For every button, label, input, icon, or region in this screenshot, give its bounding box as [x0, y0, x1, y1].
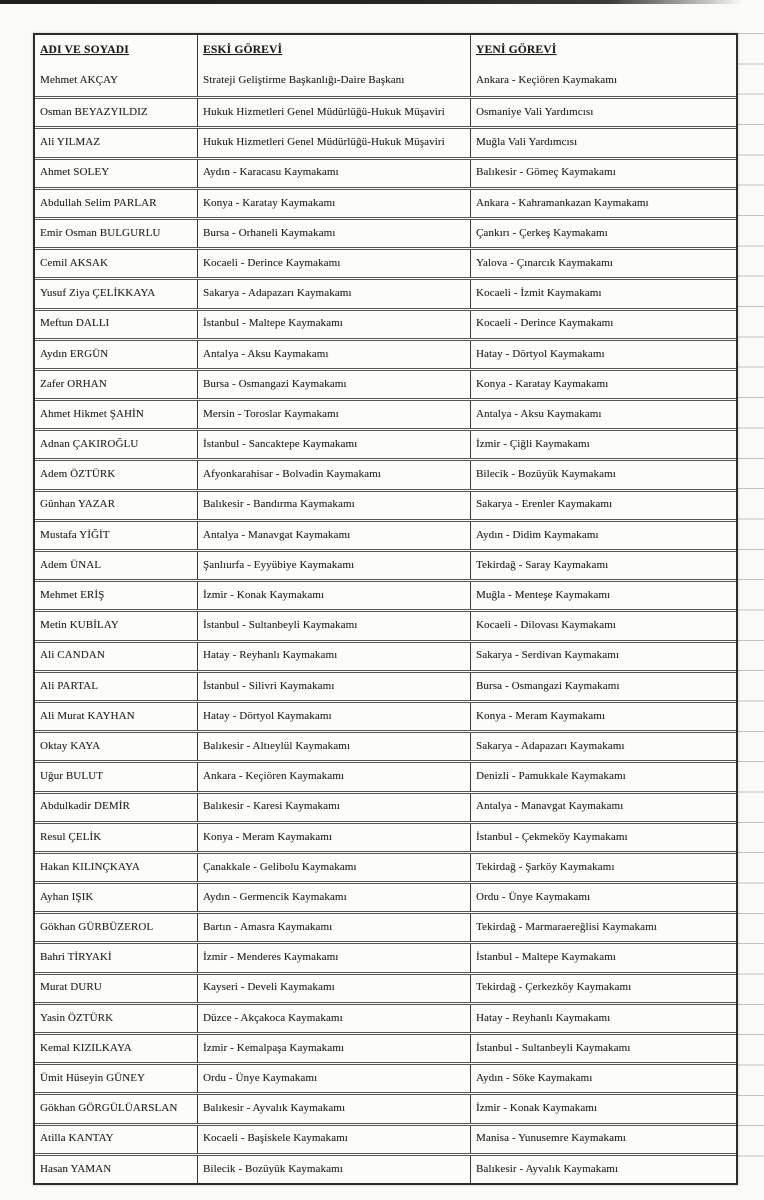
cell-name: Emir Osman BULGURLU [40, 226, 161, 239]
cell-old-position: Hatay - Dörtyol Kaymakamı [197, 703, 470, 730]
table-row [35, 640, 736, 670]
cell-old-position: Afyonkarahisar - Bolvadin Kaymakamı [197, 461, 470, 488]
table-row [35, 217, 736, 247]
cell-name: Uğur BULUT [40, 770, 104, 783]
cell-new-position: Balıkesir - Gömeç Kaymakamı [470, 160, 736, 187]
cell-old-position: İstanbul - Silivri Kaymakamı [197, 673, 470, 700]
cell-old-position: Hukuk Hizmetleri Genel Müdürlüğü-Hukuk Müşaviri [197, 99, 470, 126]
cell-name: Ali PARTAL [40, 679, 99, 692]
cell-old-position: Balıkesir - Karesi Kaymakamı [197, 794, 470, 821]
table-row [35, 851, 736, 881]
cell-name: Zafer ORHAN [40, 377, 107, 390]
table-row [35, 1062, 736, 1092]
cell-old-position: Kocaeli - Derince Kaymakamı [197, 250, 470, 277]
cell-new-position: Tekirdağ - Marmaraereğlisi Kaymakamı [470, 914, 736, 941]
table-row [35, 1092, 736, 1122]
cell-name: Osman BEYAZYILDIZ [40, 106, 148, 118]
table-row [35, 308, 736, 338]
cell-old-position: Ordu - Ünye Kaymakamı [197, 1065, 470, 1092]
cell-name: Gökhan GÜRBÜZEROL [40, 921, 154, 934]
cell-old-position: İstanbul - Sultanbeyli Kaymakamı [197, 612, 470, 639]
cell-new-position: Sakarya - Serdivan Kaymakamı [470, 643, 736, 670]
cell-new-position: Hatay - Reyhanlı Kaymakamı [470, 1005, 736, 1032]
cell-new-position: Ankara - Kahramankazan Kaymakamı [470, 190, 736, 217]
cell-new-position: İstanbul - Maltepe Kaymakamı [470, 944, 736, 971]
cell-name: Ümit Hüseyin GÜNEY [40, 1072, 146, 1084]
cell-name: Hakan KILINÇKAYA [40, 860, 140, 873]
cell-name: Gökhan GÖRGÜLÜARSLAN [40, 1102, 178, 1115]
table-row [35, 277, 736, 307]
cell-new-position: Hatay - Dörtyol Kaymakamı [470, 341, 736, 368]
cell-name: Adnan ÇAKIROĞLU [40, 438, 139, 451]
cell-name: Adem ÜNAL [40, 558, 102, 571]
cell-old-position: Hukuk Hizmetleri Genel Müdürlüğü-Hukuk Müşaviri [197, 129, 470, 156]
table-row [35, 338, 736, 368]
table-row [35, 609, 736, 639]
cell-old-position: İzmir - Menderes Kaymakamı [197, 944, 470, 971]
appointments-table [33, 33, 738, 1185]
cell-new-position: Antalya - Manavgat Kaymakamı [470, 794, 736, 821]
cell-new-position: İzmir - Çiğli Kaymakamı [470, 431, 736, 458]
cell-new-position: Tekirdağ - Şarköy Kaymakamı [470, 854, 736, 881]
table-row [35, 911, 736, 941]
cell-new-position: Balıkesir - Ayvalık Kaymakamı [470, 1156, 736, 1183]
cell-old-position: Aydın - Germencik Kaymakamı [197, 884, 470, 911]
cell-name: Ali YILMAZ [40, 136, 101, 149]
cell-name: Mustafa YİĞİT [40, 528, 110, 541]
cell-old-position: Mersin - Toroslar Kaymakamı [197, 401, 470, 428]
cell-old-position: Balıkesir - Ayvalık Kaymakamı [197, 1095, 470, 1122]
cell-name: Yusuf Ziya ÇELİKKAYA [40, 287, 156, 300]
cell-new-position: Çankırı - Çerkeş Kaymakamı [470, 220, 736, 247]
cell-new-position: Osmaniye Vali Yardımcısı [470, 99, 736, 126]
cell-name: Murat DURU [40, 981, 102, 994]
table-row [35, 760, 736, 790]
cell-new-position: Muğla - Menteşe Kaymakamı [470, 582, 736, 609]
cell-old-position: İstanbul - Sancaktepe Kaymakamı [197, 431, 470, 458]
cell-old-position: Antalya - Aksu Kaymakamı [197, 341, 470, 368]
cell-old-position: Çanakkale - Gelibolu Kaymakamı [197, 854, 470, 881]
cell-name: Kemal KIZILKAYA [40, 1041, 132, 1054]
table-row [35, 941, 736, 971]
cell-old-position: Antalya - Manavgat Kaymakamı [197, 522, 470, 549]
table-row [35, 1123, 736, 1153]
column-header-new-position: YENİ GÖREVİ [470, 35, 736, 66]
cell-old-position: İstanbul - Maltepe Kaymakamı [197, 311, 470, 338]
table-row [35, 1002, 736, 1032]
cell-name: Metin KUBİLAY [40, 619, 119, 632]
scan-top-edge-artifact [0, 0, 742, 4]
cell-old-position: Hatay - Reyhanlı Kaymakamı [197, 643, 470, 670]
cell-name: Hasan YAMAN [40, 1162, 112, 1175]
table-row [35, 489, 736, 519]
cell-old-position: Balıkesir - Bandırma Kaymakamı [197, 492, 470, 519]
cell-old-position: Kayseri - Develi Kaymakamı [197, 975, 470, 1002]
cell-old-position: Bursa - Osmangazi Kaymakamı [197, 371, 470, 398]
cell-old-position: Düzce - Akçakoca Kaymakamı [197, 1005, 470, 1032]
cell-new-position: İzmir - Konak Kaymakamı [470, 1095, 736, 1122]
cell-new-position: Ankara - Keçiören Kaymakamı [470, 66, 736, 96]
cell-name: Ayhan IŞIK [40, 890, 94, 903]
cell-name: Mehmet ERİŞ [40, 589, 105, 601]
cell-name: Ahmet SOLEY [40, 166, 110, 179]
cell-new-position: Aydın - Söke Kaymakamı [470, 1065, 736, 1092]
cell-name: Ahmet Hikmet ŞAHİN [40, 407, 144, 420]
cell-new-position: Bilecik - Bozüyük Kaymakamı [470, 461, 736, 488]
cell-old-position: Aydın - Karacasu Kaymakamı [197, 160, 470, 187]
cell-new-position: Tekirdağ - Çerkezköy Kaymakamı [470, 975, 736, 1002]
cell-old-position: Sakarya - Adapazarı Kaymakamı [197, 280, 470, 307]
cell-old-position: Konya - Karatay Kaymakamı [197, 190, 470, 217]
cell-name: Meftun DALLI [40, 317, 110, 330]
cell-new-position: Bursa - Osmangazi Kaymakamı [470, 673, 736, 700]
cell-new-position: Ordu - Ünye Kaymakamı [470, 884, 736, 911]
cell-new-position: Tekirdağ - Saray Kaymakamı [470, 552, 736, 579]
cell-old-position: Balıkesir - Altıeylül Kaymakamı [197, 733, 470, 760]
cell-new-position: Denizli - Pamukkale Kaymakamı [470, 763, 736, 790]
table-row [35, 1153, 736, 1183]
cell-name: Adem ÖZTÜRK [40, 468, 116, 481]
cell-name: Atilla KANTAY [40, 1132, 114, 1145]
cell-name: Ali CANDAN [40, 649, 105, 662]
cell-old-position: Bilecik - Bozüyük Kaymakamı [197, 1156, 470, 1183]
table-row [35, 458, 736, 488]
table-row [35, 791, 736, 821]
cell-new-position: Yalova - Çınarcık Kaymakamı [470, 250, 736, 277]
table-row [35, 66, 736, 96]
table-row [35, 398, 736, 428]
table-row [35, 157, 736, 187]
cell-new-position: Konya - Karatay Kaymakamı [470, 371, 736, 398]
table-row [35, 670, 736, 700]
cell-new-position: İstanbul - Çekmeköy Kaymakamı [470, 824, 736, 851]
cell-name: Abdullah Selim PARLAR [40, 196, 157, 209]
cell-new-position: İstanbul - Sultanbeyli Kaymakamı [470, 1035, 736, 1062]
cell-new-position: Kocaeli - Derince Kaymakamı [470, 311, 736, 338]
cell-old-position: Şanlıurfa - Eyyübiye Kaymakamı [197, 552, 470, 579]
cell-name: Bahri TİRYAKİ [40, 951, 112, 964]
cell-old-position: Konya - Meram Kaymakamı [197, 824, 470, 851]
table-row [35, 428, 736, 458]
cell-old-position: Ankara - Keçiören Kaymakamı [197, 763, 470, 790]
cell-old-position: Bartın - Amasra Kaymakamı [197, 914, 470, 941]
cell-name: Günhan YAZAR [40, 498, 116, 511]
cell-old-position: Bursa - Orhaneli Kaymakamı [197, 220, 470, 247]
cell-name: Abdulkadir DEMİR [40, 800, 130, 813]
column-header-name: ADI VE SOYADI [40, 44, 129, 57]
cell-name: Yasin ÖZTÜRK [40, 1011, 114, 1024]
cell-new-position: Kocaeli - Dilovası Kaymakamı [470, 612, 736, 639]
cell-new-position: Muğla Vali Yardımcısı [470, 129, 736, 156]
cell-old-position: Kocaeli - Başiskele Kaymakamı [197, 1126, 470, 1153]
cell-new-position: Sakarya - Adapazarı Kaymakamı [470, 733, 736, 760]
cell-name: Mehmet AKÇAY [40, 74, 119, 87]
table-row [35, 881, 736, 911]
table-header-row [35, 35, 736, 66]
table-row [35, 187, 736, 217]
cell-name: Aydın ERGÜN [40, 347, 109, 360]
cell-name: Cemil AKSAK [40, 256, 109, 269]
table-row [35, 579, 736, 609]
cell-old-position: Strateji Geliştirme Başkanlığı-Daire Başkanı [197, 66, 470, 96]
table-row [35, 730, 736, 760]
cell-new-position: Konya - Meram Kaymakamı [470, 703, 736, 730]
table-row [35, 126, 736, 156]
table-row [35, 821, 736, 851]
table-row [35, 519, 736, 549]
cell-new-position: Aydın - Didim Kaymakamı [470, 522, 736, 549]
cell-old-position: İzmir - Kemalpaşa Kaymakamı [197, 1035, 470, 1062]
table-body [35, 66, 736, 1183]
cell-name: Oktay KAYA [40, 739, 101, 752]
table-row [35, 972, 736, 1002]
table-row [35, 247, 736, 277]
scan-right-bleed-artifact [737, 33, 764, 1186]
cell-name: Ali Murat KAYHAN [40, 709, 135, 722]
cell-new-position: Manisa - Yunusemre Kaymakamı [470, 1126, 736, 1153]
column-header-old-position: ESKİ GÖREVİ [197, 35, 470, 66]
table-row [35, 96, 736, 126]
table-row [35, 549, 736, 579]
table-row [35, 1032, 736, 1062]
cell-new-position: Sakarya - Erenler Kaymakamı [470, 492, 736, 519]
cell-old-position: İzmir - Konak Kaymakamı [197, 582, 470, 609]
cell-name: Resul ÇELİK [40, 830, 102, 843]
table-row [35, 700, 736, 730]
table-row [35, 368, 736, 398]
cell-new-position: Antalya - Aksu Kaymakamı [470, 401, 736, 428]
cell-new-position: Kocaeli - İzmit Kaymakamı [470, 280, 736, 307]
